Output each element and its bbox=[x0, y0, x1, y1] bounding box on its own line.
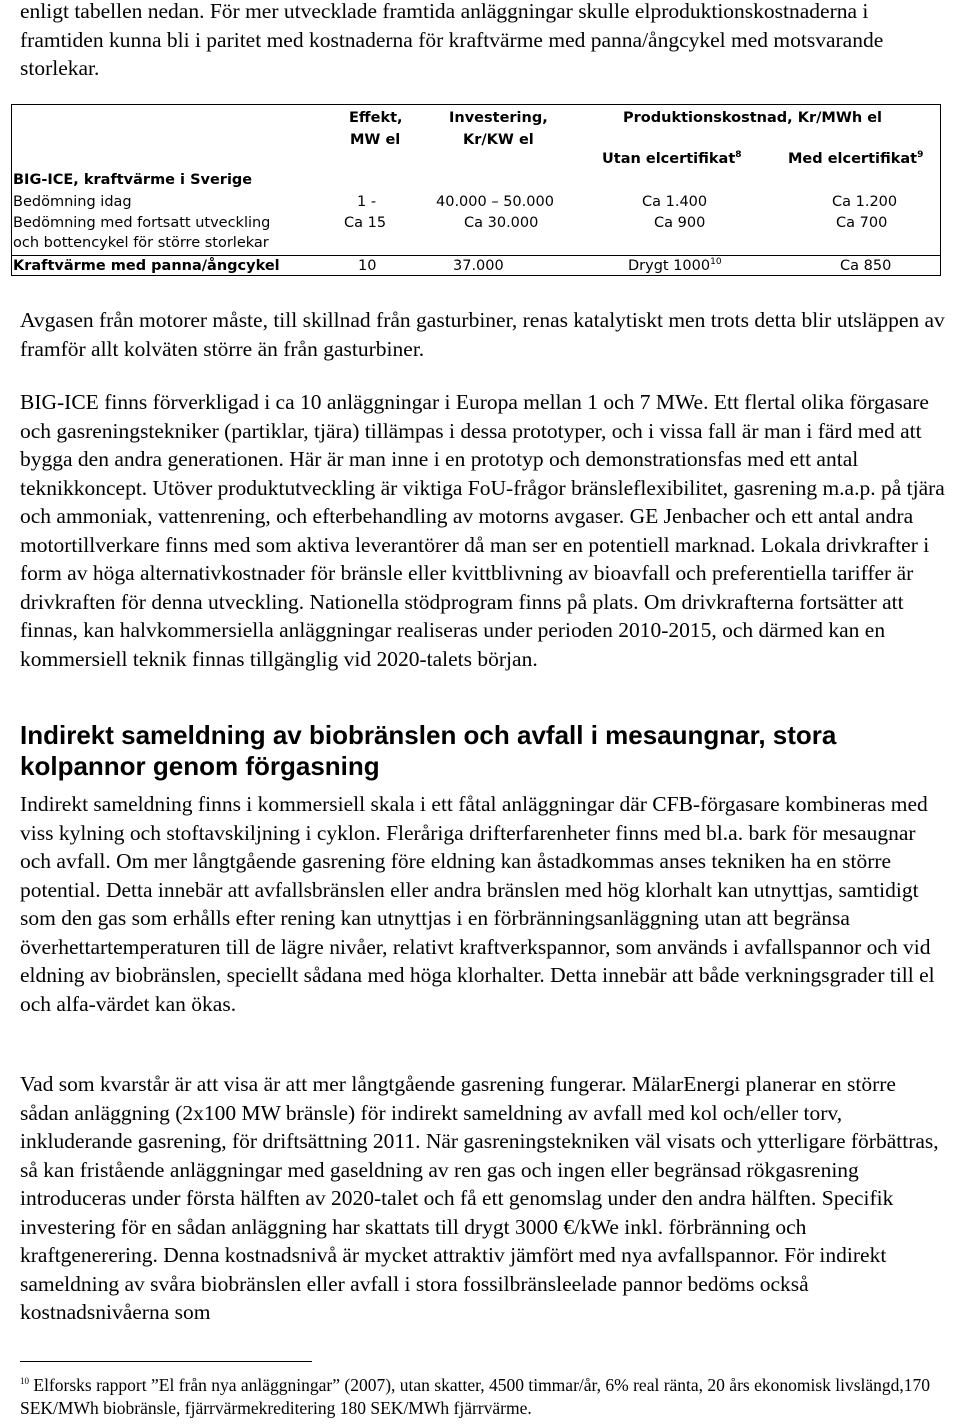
table-left-border bbox=[11, 104, 12, 276]
row1-label: Bedömning idag bbox=[13, 194, 132, 210]
row3-effekt: 10 bbox=[358, 258, 377, 274]
paragraph-big-ice: BIG-ICE finns förverkligad i ca 10 anläggningar i Europa mellan 1 och 7 MWe. Ett flertal olika förgasare och gasreningstekniker (partiklar, tjära) tillämpas i dessa prototyper, och i vissa fall är man i färd med att bygga den andra generationen. Här är man inne i en prototyp och demonstrationsfas med ett antal teknikkoncept. Utöver produktutveckling är viktiga FoU-frågor bränsleflexibilitet, gasrening m.a.p. på tjära och ammoniak, vattenrening, och efterbehandling av motorns avgaser. GE Jenbacher och ett antal andra motortillverkare finns med som aktiva leverantörer då man ser en potentiell marknad. Lokala drivkrafter i form av höga alternativkostnader för bränsle eller kvittblivning av bioavfall och preferentiella tariffer är drivkraften för denna utveckling. Nationella stödprogram finns på plats. Om drivkrafterna fortsätter att finnas, kan halvkommersiella anläggningar realiseras under perioden 2010-2015, och därmed kan en kommersiell teknik finnas tillgänglig vid 2020-talets början. bbox=[20, 390, 945, 671]
footnote-text: Elforsks rapport ”El från nya anläggningar” (2007), utan skatter, 4500 timmar/år, 6% real ränta, 20 års ekonomisk livslängd,170 SEK/MWh biobränsle, fjärrvärmekreditering 180 SEK/MWh fjärrvärme. bbox=[20, 1375, 931, 1418]
header-investering-line1: Investering, bbox=[449, 110, 548, 126]
row2-med: Ca 700 bbox=[836, 215, 888, 231]
header-investering-line2: Kr/KW el bbox=[463, 132, 534, 148]
row3-investering: 37.000 bbox=[453, 258, 504, 274]
paragraph-indirekt-sameldning: Indirekt sameldning finns i kommersiell skala i ett fåtal anläggningar där CFB-förgasare kombineras med viss kylning och stoftavskiljning i cyklon. Fleråriga drifterfarenheter finns med bl.a. bark för mesaugnar och avfall. Om mer långtgående gasrening före eldning kan åstadkommas anses tekniken ha en större potential. Detta innebär att avfallsbränslen eller andra bränslen med hög klorhalt kan utnyttjas, samtidigt som den gas som erhålls efter rening kan utnyttjas i en förbränningsanläggning utan att begränsa överhettartemperaturen till de lägre nivåer, relativt kraftverkspannor, som används i avfallspannor och vid eldning av biobränslen, speciellt sådana med höga klorhalter. Detta innebär att både verkningsgrader till el och alfa-värdet kan ökas. bbox=[20, 792, 935, 1016]
table-bottom-border bbox=[11, 275, 941, 276]
table-row-divider bbox=[11, 255, 941, 256]
header-utan-elcertifikat: Utan elcertifikat$^8$ bbox=[602, 150, 742, 167]
section-heading: Indirekt sameldning av biobränslen och avfall i mesaungnar, stora kolpannor genom förgasning bbox=[20, 720, 837, 781]
header-effekt-line2: MW el bbox=[350, 132, 401, 148]
row2-label-line1: Bedömning med fortsatt utveckling bbox=[13, 215, 271, 231]
row2-utan: Ca 900 bbox=[654, 215, 706, 231]
row1-med: Ca 1.200 bbox=[832, 194, 898, 210]
row3-med: Ca 850 bbox=[840, 258, 892, 274]
footnote-number: 10 bbox=[20, 1376, 29, 1387]
row1-utan: Ca 1.400 bbox=[642, 194, 708, 210]
row2-label-line2: och bottencykel för större storlekar bbox=[13, 235, 269, 251]
section-label: BIG-ICE, kraftvärme i Sverige bbox=[13, 172, 253, 188]
row2-effekt: Ca 15 bbox=[344, 215, 387, 231]
footnote-10 bbox=[20, 1374, 940, 1420]
row3-utan: Drygt 1000$^{10}$ bbox=[628, 257, 722, 274]
table-right-border bbox=[940, 104, 941, 276]
intro-paragraph: enligt tabellen nedan. För mer utvecklade framtida anläggningar skulle elproduktionskostnaderna i framtiden kunna bli i paritet med kostnaderna för kraftvärme med panna/ångcykel med motsvarande storlekar. bbox=[20, 0, 884, 80]
header-med-elcertifikat: Med elcertifikat$^9$ bbox=[788, 150, 924, 167]
footnote-ref-8: 8 bbox=[735, 150, 742, 161]
paragraph-malarenergi: Vad som kvarstår är att visa är att mer långtgående gasrening fungerar. MälarEnergi planerar en större sådan anläggning (2x100 MW bränsle) för indirekt sameldning av avfall med kol och/eller torv, inkluderande gasrening, för driftsättning 2011. När gasreningstekniken väl visats och ytterligare förbättras, så kan fristående anläggningar med gaseldning av ren gas och ingen eller begränsad rökgasrening introduceras under första hälften av 2020-talet och få ett genomslag under den andra hälften. Specifik investering för en sådan anläggning har skattats till drygt 3000 €/kWe inkl. förbränning och kraftgenerering. Denna kostnadsnivå är mycket attraktiv jämfört med nya avfallspannor. För indirekt sameldning av svåra biobränslen eller avfall i stora fossilbränsleelade pannor bedöms också kostnadsnivåerna som bbox=[20, 1072, 939, 1324]
footnote-ref-9: 9 bbox=[917, 150, 924, 161]
footnote-separator bbox=[20, 1361, 312, 1362]
table-top-border bbox=[11, 104, 941, 105]
row2-investering: Ca 30.000 bbox=[464, 215, 539, 231]
row3-label: Kraftvärme med panna/ångcykel bbox=[13, 258, 280, 274]
row1-investering: 40.000 – 50.000 bbox=[436, 194, 554, 210]
footnote-ref-10: 10 bbox=[710, 257, 722, 268]
cost-table bbox=[11, 104, 941, 276]
row1-effekt: 1 - bbox=[357, 194, 377, 210]
header-effekt-line1: Effekt, bbox=[349, 110, 403, 126]
header-produktionskostnad: Produktionskostnad, Kr/MWh el bbox=[623, 110, 883, 126]
paragraph-avgasen: Avgasen från motorer måste, till skillnad från gasturbiner, renas katalytiskt men trots detta blir utsläppen av framför allt kolväten större än från gasturbiner. bbox=[20, 308, 945, 361]
